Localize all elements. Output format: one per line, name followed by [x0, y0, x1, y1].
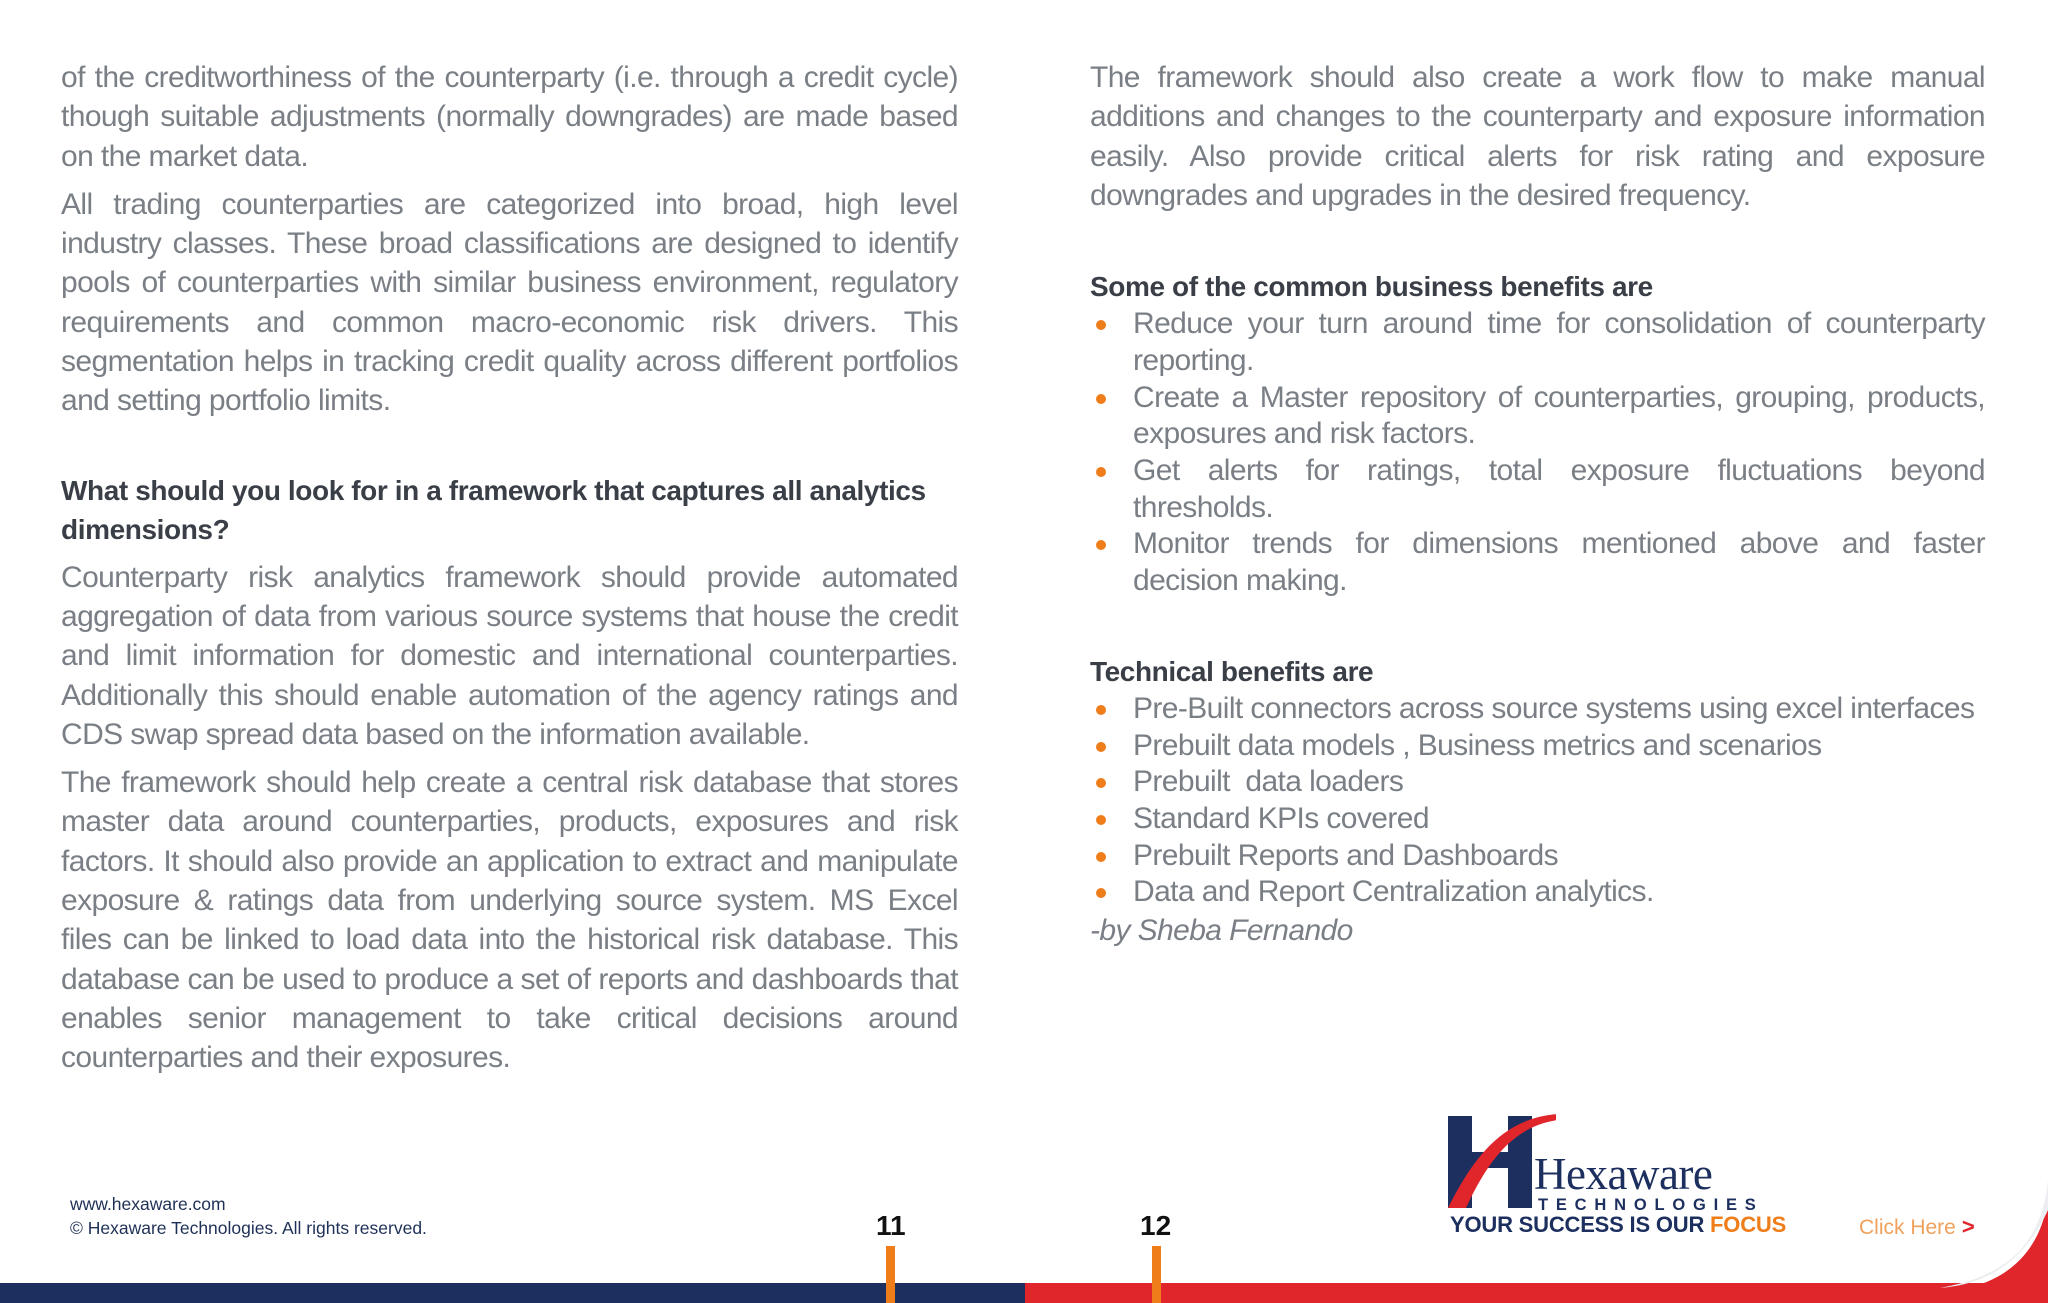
footer-info [70, 1192, 427, 1240]
list-item [1090, 764, 1985, 801]
right-paragraph-1: The framework should also create a work flow to make manual additions and changes to the counterparty and exposure information easily. Also provide critical alerts for risk rating and exposure downgrades and upgrades in the desired frequency. [1090, 61, 1985, 212]
page-number-right: 12 [1140, 1210, 1172, 1241]
business-benefits-heading: Some of the common business benefits are [1090, 271, 1653, 303]
click-here-label: Click Here [1859, 1216, 1956, 1239]
list-item-text: Prebuilt data loaders [1133, 765, 1404, 799]
list-item-text: Prebuilt data models , Business metrics and scenarios [1133, 728, 1822, 762]
left-paragraph-1: of the creditworthiness of the counterparty (i.e. through a credit cycle) though suitable adjustments (normally downgrades) are made based on the market data. [61, 61, 958, 173]
list-item-text: Pre-Built connectors across source systems using excel interfaces [1133, 691, 1975, 725]
left-paragraph-3: Counterparty risk analytics framework should provide automated aggregation of data from various source systems that house the credit and limit information for domestic and international counterparties. Additionally this should enable automation of the agency ratings and CDS swap spread data based on the information available. [61, 560, 958, 751]
website-link[interactable]: www.hexaware.com [70, 1194, 226, 1214]
logo-wordmark: Hexaware [1534, 1149, 1713, 1199]
hexaware-logo [1446, 1112, 1787, 1238]
left-paragraph-2: All trading counterparties are categorized into broad, high level industry classes. These broad classifications are designed to identify pools of counterparties with similar business environment, regulatory requirements and common macro-economic risk drivers. This segmentation helps in tracking credit quality across different portfolios and setting portfolio limits. [61, 187, 958, 418]
list-item-text: Prebuilt Reports and Dashboards [1133, 838, 1558, 872]
left-paragraph-4: The framework should help create a central risk database that stores master data around counterparties, products, exposures and risk factors. It should also provide an application to extract and manipulate exposure & ratings data from underlying source system. MS Excel files can be linked to load data into the historical risk database. This database can be used to produce a set of reports and dashboards that enables senior management to take critical decisions around counterparties and their exposures. [61, 766, 958, 1075]
logo-technologies: TECHNOLOGIES [1538, 1196, 1764, 1214]
list-item-text: Data and Report Centralization analytics. [1133, 875, 1654, 909]
list-item [1090, 380, 1985, 453]
list-item [1090, 306, 1985, 379]
footer-band-red [1025, 1283, 2048, 1303]
list-item [1090, 874, 1985, 911]
list-item [1090, 526, 1985, 599]
bullet-icon [1096, 467, 1106, 477]
list-item [1090, 728, 1985, 765]
right-column [1090, 58, 1985, 950]
list-item [1090, 691, 1985, 728]
logo-tagline [1450, 1212, 1786, 1238]
list-item-text: Reduce your turn around time for consolidation of counterparty reporting. [1133, 307, 1985, 377]
copyright-text: © Hexaware Technologies. All rights reserved. [70, 1218, 427, 1238]
list-item-text: Standard KPIs covered [1133, 801, 1429, 835]
author-signature: -by Sheba Fernando [1090, 914, 1353, 948]
bullet-icon [1096, 815, 1106, 825]
bullet-icon [1096, 742, 1106, 752]
business-benefits-list [1090, 306, 1985, 600]
page-tick-right [1152, 1246, 1161, 1303]
bullet-icon [1096, 888, 1106, 898]
chevron-right-icon: > [1961, 1214, 1975, 1239]
bullet-icon [1096, 705, 1106, 715]
list-item-text: Monitor trends for dimensions mentioned above and faster decision making. [1133, 527, 1985, 598]
page-curl-decoration [1900, 1180, 2048, 1303]
left-column [61, 58, 958, 1078]
list-item [1090, 801, 1985, 838]
list-item [1090, 453, 1985, 526]
bullet-icon [1096, 394, 1106, 404]
technical-benefits-list [1090, 691, 1985, 911]
page-number-left: 11 [876, 1210, 906, 1241]
page-tick-left [886, 1246, 895, 1303]
tagline-main: YOUR SUCCESS IS OUR [1450, 1212, 1711, 1237]
bullet-icon [1096, 778, 1106, 788]
bullet-icon [1096, 320, 1106, 330]
click-here-link[interactable] [1859, 1214, 1975, 1240]
list-item-text: Create a Master repository of counterparties, grouping, products, exposures and risk factors. [1133, 380, 1985, 451]
footer-band-navy [0, 1283, 1025, 1303]
bullet-icon [1096, 852, 1106, 862]
technical-benefits-heading: Technical benefits are [1090, 655, 1374, 687]
framework-heading: What should you look for in a framework that captures all analytics dimensions? [61, 474, 926, 545]
tagline-accent: FOCUS [1710, 1212, 1787, 1237]
list-item-text: Get alerts for ratings, total exposure fluctuations beyond thresholds. [1133, 454, 1985, 524]
list-item [1090, 838, 1985, 875]
bullet-icon [1096, 540, 1106, 550]
